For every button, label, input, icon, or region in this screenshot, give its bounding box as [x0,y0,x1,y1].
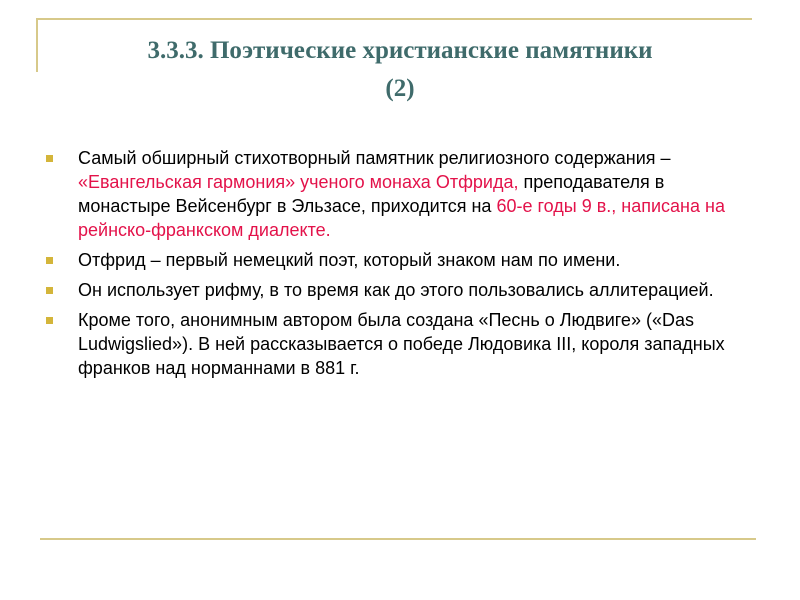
bullet-text-part: Самый обширный стихотворный памятник религиозного содержания – [78,148,671,168]
bullet-item [40,278,750,302]
bullet-text-part: преподавателя в монастыре Вейсенбург в Эльзасе, приходится на [78,172,665,216]
bullet-highlight-text: 60-е годы 9 в., написана на рейнско-франкском диалекте. [78,196,725,240]
square-bullet-icon [46,287,53,294]
square-bullet-icon [46,257,53,264]
left-rule [36,18,38,72]
top-rule [36,18,752,20]
bullet-text: Он использует рифму, в то время как до этого пользовались аллитерацией. [78,280,714,300]
bottom-rule [40,538,756,540]
bullet-item [40,146,750,242]
slide-title-line-1: 3.3.3. Поэтические христианские памятники [147,37,653,64]
slide-title-line-2: (2) [385,75,415,102]
bullet-text: Отфрид – первый немецкий поэт, который знаком нам по имени. [78,250,621,270]
square-bullet-icon [46,155,53,162]
square-bullet-icon [46,317,53,324]
bullet-highlight-text: «Евангельская гармония» ученого монаха Отфрида, [78,172,519,192]
bullet-item [40,248,750,272]
slide-title [70,32,730,108]
bullet-list [40,146,750,386]
bullet-item [40,308,750,380]
bullet-text: Кроме того, анонимным автором была создана «Песнь о Людвиге» («Das Ludwigslied»). В ней рассказывается о победе Людовика III, короля западных франков над норманнами в 881 г. [78,310,725,378]
